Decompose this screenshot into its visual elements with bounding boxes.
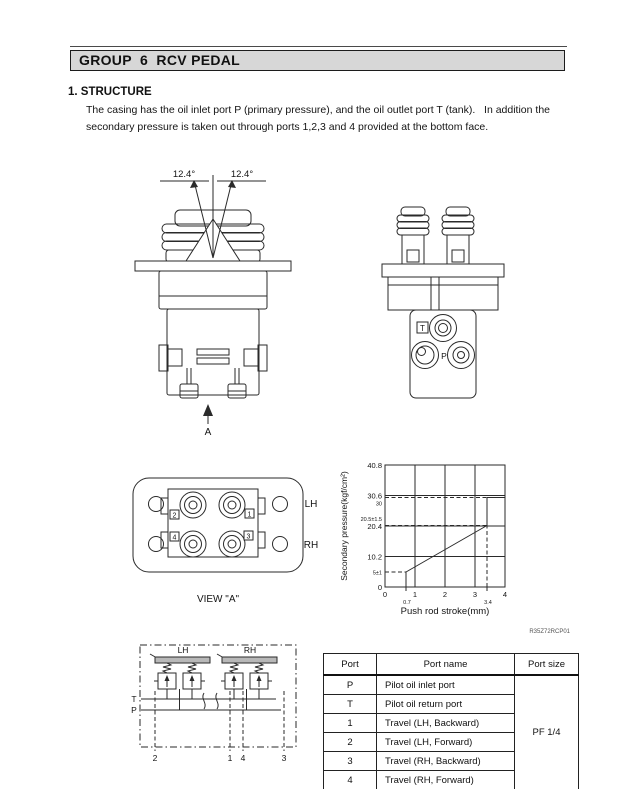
p-port-circle [448,342,475,369]
x-tick-2: 2 [442,590,448,599]
y-tick-0: 0 [377,583,382,592]
view-arrow-label: A [204,427,212,438]
rh-pedal [217,645,277,663]
x-axis-title: Push rod stroke(mm) [400,606,490,617]
view-a-drawing [125,472,330,607]
chart-reference-lines [385,498,487,592]
cell-port-name: Travel (RH, Forward) [377,771,515,789]
header-port: Port [324,654,377,676]
cell-port: 2 [324,733,377,752]
cell-port-name: Pilot oil inlet port [377,675,515,695]
x-tick-3: 3 [472,590,478,599]
y-tick-20-4: 20.4 [367,522,382,531]
port-3-circle [219,531,245,557]
cell-port-name: Travel (LH, Backward) [377,714,515,733]
figure-code: R35Z72RCP01 [529,629,570,635]
angle-annotation [160,169,266,258]
reducing-valve-2 [183,663,205,689]
hydraulic-schematic [126,641,316,766]
section-heading: 1. STRUCTURE [68,86,152,98]
side-upper-body [388,277,498,310]
cell-port-name: Pilot oil return port [377,695,515,714]
mounting-flange [135,261,291,271]
angle-right-label: 12.4° [230,169,254,180]
pressure-stroke-chart [333,448,535,620]
port-table [323,653,579,789]
bottom-plate [133,478,303,572]
y-tick-40-8: 40.8 [367,461,382,470]
table-header-row [324,654,579,676]
body-text-line-1: The casing has the oil inlet port P (primary pressure), and the oil outlet port T (tank). In addition the [86,104,550,116]
slot-lower [197,358,229,364]
x-tick-1: 1 [412,590,418,599]
cell-port-size: PF 1/4 [515,675,579,789]
lower-body [159,309,267,398]
port-3-number: 3 [246,533,251,541]
schematic-port-4: 4 [240,753,246,763]
connector-right [442,207,474,264]
y-axis-tick-labels [361,461,382,592]
t-rail-label: T [131,694,137,704]
header-port-name: Port name [377,654,515,676]
cell-port: 1 [324,714,377,733]
p-port-label: P [441,351,447,361]
y-tick-30-6: 30.6 [367,491,382,501]
p-rail-label: P [131,705,137,715]
table-row [324,675,579,695]
port-4-circle [180,531,206,557]
body-text-line-2: secondary pressure is taken out through ports 1,2,3 and 4 provided at the bottom face. [86,121,489,133]
y-ref-30: 30 [375,501,382,508]
corner-bolt-holes [149,497,288,552]
y-axis-title: Secondary pressure(kgf/cm²) [339,471,349,581]
rh-label: RH [243,645,257,655]
cell-port: P [324,675,377,695]
x-ref-0-7: 0.7 [403,600,411,606]
reducing-valve-1 [154,663,176,689]
x-tick-0: 0 [382,590,388,599]
y-ref-5: 5±1 [372,570,382,577]
cell-port: 4 [324,771,377,789]
slot-upper [197,349,229,355]
side-flange [382,264,504,277]
t-port-label: T [420,324,425,333]
schematic-port-2: 2 [152,753,158,763]
lh-row-label: LH [304,499,318,510]
view-a-arrow [203,404,213,438]
port-drop-lines [153,691,287,763]
x-ref-3-4: 3.4 [484,600,492,606]
rh-row-label: RH [303,540,319,551]
y-tick-10-2: 10.2 [367,552,382,562]
side-view-drawing [378,202,508,402]
upper-body [159,271,267,309]
cell-port: T [324,695,377,714]
x-axis-tick-labels [383,590,507,606]
lh-pedal [150,645,210,663]
tp-rails [131,689,281,715]
port-2-circle [180,492,206,518]
port-1-number: 1 [247,511,252,519]
side-lower-body [410,310,476,398]
header-port-size: Port size [515,654,579,676]
cell-port-name: Travel (RH, Backward) [377,752,515,771]
header-rule [70,46,567,47]
reducing-valve-3 [221,663,243,689]
lh-label: LH [177,645,189,655]
cell-port-name: Travel (LH, Forward) [377,733,515,752]
chart-data-line [406,498,505,588]
front-view-drawing [123,162,323,438]
y-ref-20-5: 20.5±1.5 [360,517,382,523]
view-a-caption: VIEW "A" [196,594,240,605]
cell-port: 3 [324,752,377,771]
port-2-number: 2 [172,512,177,520]
reducing-valve-4 [250,663,272,689]
port-4-number: 4 [172,534,177,542]
schematic-port-1: 1 [227,753,233,763]
t-port-circle [430,315,457,342]
x-tick-4: 4 [502,590,508,599]
connector-left [397,207,429,264]
group-title-bar: GROUP 6 RCV PEDAL [70,50,565,71]
angle-left-label: 12.4° [172,169,196,180]
schematic-port-3: 3 [281,753,287,763]
port-1-circle [219,492,245,518]
